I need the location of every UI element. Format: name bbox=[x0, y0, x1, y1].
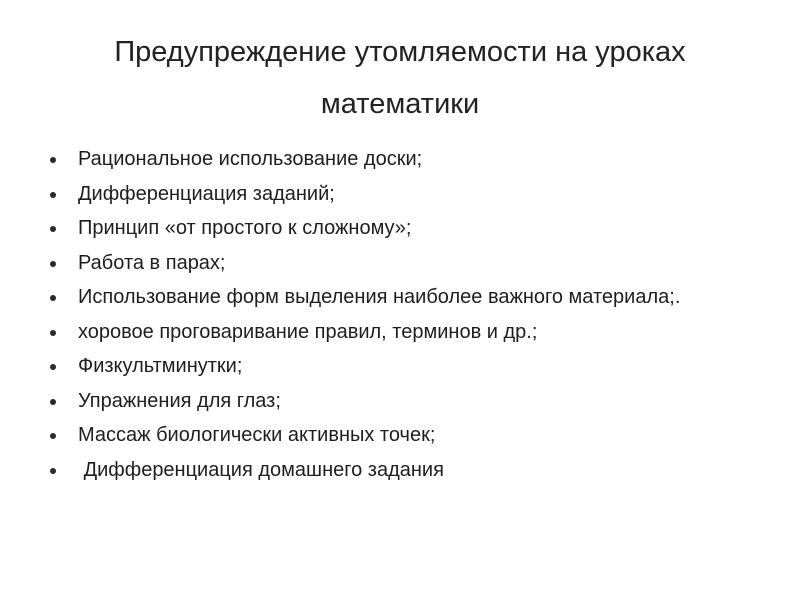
bullet-text: Физкультминутки; bbox=[78, 355, 243, 377]
bullet-item bbox=[48, 146, 748, 172]
bullet-item bbox=[48, 250, 748, 276]
bullet-dot-icon bbox=[50, 433, 56, 439]
bullet-dot-icon bbox=[50, 399, 56, 405]
bullet-item bbox=[48, 422, 748, 448]
bullet-item bbox=[48, 457, 748, 483]
bullet-text: Принцип «от простого к сложному»; bbox=[78, 217, 412, 239]
bullet-dot-icon bbox=[50, 157, 56, 163]
bullet-dot-icon bbox=[50, 226, 56, 232]
slide-title-line-1: Предупреждение утомляемости на уроках bbox=[114, 36, 686, 68]
bullet-item bbox=[48, 181, 748, 207]
bullet-dot-icon bbox=[50, 192, 56, 198]
bullet-text: Использование форм выделения наиболее важного материала;. bbox=[78, 286, 681, 308]
bullet-dot-icon bbox=[50, 330, 56, 336]
bullet-item bbox=[48, 388, 748, 414]
bullet-text: Массаж биологически активных точек; bbox=[78, 424, 436, 446]
bullet-text: Дифференциация домашнего задания bbox=[78, 458, 444, 481]
bullet-item bbox=[48, 353, 748, 379]
bullet-dot-icon bbox=[50, 261, 56, 267]
bullet-text: Упражнения для глаз; bbox=[78, 389, 281, 412]
bullet-text: хоровое проговаривание правил, терминов и др.; bbox=[78, 320, 538, 343]
slide-title-line-2: математики bbox=[320, 88, 480, 120]
bullet-dot-icon bbox=[50, 468, 56, 474]
bullet-dot-icon bbox=[50, 295, 56, 301]
bullet-item bbox=[48, 284, 748, 310]
bullet-text: Рациональное использование доски; bbox=[78, 148, 423, 170]
bullet-text: Дифференциация заданий; bbox=[78, 182, 335, 205]
bullet-list bbox=[48, 146, 748, 491]
slide-title bbox=[40, 26, 760, 130]
bullet-item bbox=[48, 215, 748, 241]
bullet-item bbox=[48, 319, 748, 345]
bullet-dot-icon bbox=[50, 364, 56, 370]
bullet-text: Работа в парах; bbox=[78, 251, 226, 274]
